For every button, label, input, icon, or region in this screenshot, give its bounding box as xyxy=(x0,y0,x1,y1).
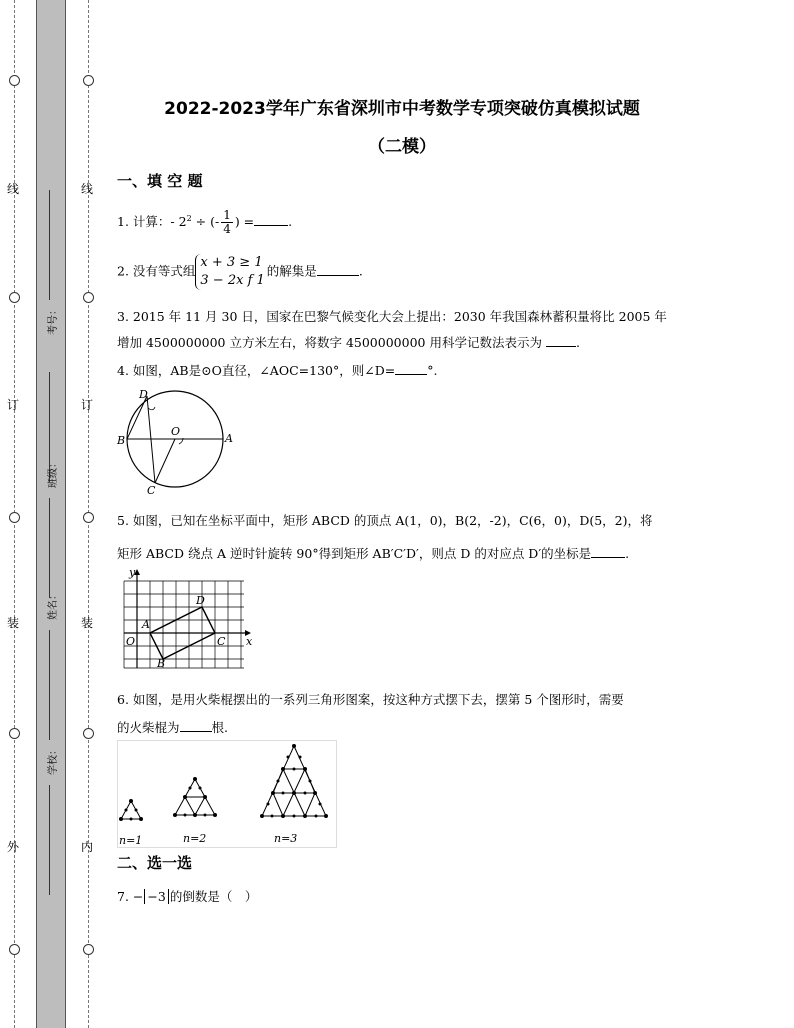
triangle-n1-dots xyxy=(119,799,143,821)
segment-oc xyxy=(155,439,175,483)
binding-hole xyxy=(9,292,20,303)
label-n2: n=2 xyxy=(183,832,207,845)
binding-hole xyxy=(83,75,94,86)
binding-margin xyxy=(0,0,100,1028)
angle-d-arc xyxy=(148,407,155,410)
exam-subtitle: （二模） xyxy=(368,137,436,157)
triangle-n1 xyxy=(121,801,141,819)
margin-char: 内 xyxy=(81,840,94,854)
question-7: 7. − −3 的倒数是（ ） xyxy=(117,889,258,904)
margin-char: 订 xyxy=(7,398,20,412)
binding-hole xyxy=(83,728,94,739)
question-5: 5. 如图，已知在坐标平面中，矩形 ABCD 的顶点 A(1，0)，B(2，-2)，C(6，0)，D(5，2)，将 矩形 ABCD 绕点 A 逆时针旋转 90°得到矩形 AB′C′D′，则点 D 的对应点 D′的坐标是 . xyxy=(117,513,653,561)
margin-char: 外 xyxy=(7,840,20,854)
field-blank-line xyxy=(49,630,50,740)
label-n3: n=3 xyxy=(274,832,298,845)
figure-frame xyxy=(118,741,337,848)
field-label-class: 班级： xyxy=(48,458,59,488)
label-d: D xyxy=(196,594,205,607)
margin-char: 线 xyxy=(7,182,20,196)
section-heading-multiple-choice: 二、选一选 xyxy=(117,854,193,872)
question-3: 3. 2015 年 11 月 30 日，国家在巴黎气候变化大会上提出：2030 年我国森林蓄积量将比 2005 年 增加 4500000000 立方米左右，将数字 4500000000 用科学记数法表示为 . xyxy=(117,309,667,350)
margin-char: 装 xyxy=(7,616,20,630)
answer-blank[interactable] xyxy=(180,719,212,732)
margin-char: 订 xyxy=(81,398,94,412)
coordinate-grid-figure xyxy=(119,566,254,670)
question-6: 6. 如图，是用火柴棍摆出的一系列三角形图案，按这种方式摆下去，摆第 5 个图形时，需要 的火柴棍为 根. xyxy=(117,692,624,735)
segment-db xyxy=(127,396,147,439)
field-label-school: 学校： xyxy=(48,745,59,775)
label-d: D xyxy=(139,388,148,401)
binding-hole xyxy=(83,944,94,955)
question-4: 4. 如图，AB是⊙O直径，∠AOC=130°，则∠D= °. xyxy=(117,363,438,378)
label-y: y xyxy=(129,566,136,579)
label-x: x xyxy=(246,635,253,648)
field-label-name: 姓名： xyxy=(48,590,59,620)
label-n1: n=1 xyxy=(119,834,143,847)
field-blank-line xyxy=(49,190,50,300)
absolute-value: −3 xyxy=(144,889,168,904)
answer-blank[interactable] xyxy=(546,334,576,347)
question-1: 1. 计算：- $2^2$ ÷ (- $\frac{1}{4}$ ) = . xyxy=(117,208,293,237)
label-a: A xyxy=(142,618,150,631)
section-heading-fill-blank: 一、填 空 题 xyxy=(117,172,203,190)
exam-title: 2022-2023学年广东省深圳市中考数学专项突破仿真模拟试题 xyxy=(164,99,640,119)
triangle-n3-dots xyxy=(260,744,328,818)
binding-hole xyxy=(9,728,20,739)
label-c: C xyxy=(147,484,156,497)
inequality-system: x + 3 ≥ 1 3 − 2x f 1 xyxy=(195,254,264,290)
label-c: C xyxy=(217,635,226,648)
field-blank-line xyxy=(49,785,50,895)
label-b: B xyxy=(157,657,166,670)
answer-blank[interactable] xyxy=(254,213,288,226)
binding-hole xyxy=(83,292,94,303)
field-label-exam-number: 考号： xyxy=(48,305,59,335)
answer-blank[interactable] xyxy=(317,263,359,276)
fraction: $\frac{1}{4}$ xyxy=(223,208,231,237)
answer-blank[interactable] xyxy=(591,545,625,558)
margin-char: 线 xyxy=(81,182,94,196)
matchstick-figure xyxy=(117,740,337,848)
binding-hole xyxy=(83,512,94,523)
triangle-n3 xyxy=(262,746,326,816)
label-origin: O xyxy=(126,635,136,648)
binding-hole xyxy=(9,512,20,523)
label-b: B xyxy=(117,434,126,447)
label-o: O xyxy=(171,425,181,438)
gray-binding-strip xyxy=(36,0,66,1028)
circle-figure xyxy=(117,386,232,498)
field-blank-line xyxy=(49,498,50,598)
label-a: A xyxy=(225,432,233,445)
margin-char: 装 xyxy=(81,616,94,630)
answer-blank[interactable] xyxy=(395,362,427,375)
question-2: 2. 没有等式组 x + 3 ≥ 1 3 − 2x f 1 的解集是 . xyxy=(117,255,363,288)
triangle-n2 xyxy=(175,779,215,815)
binding-hole xyxy=(9,944,20,955)
binding-hole xyxy=(9,75,20,86)
